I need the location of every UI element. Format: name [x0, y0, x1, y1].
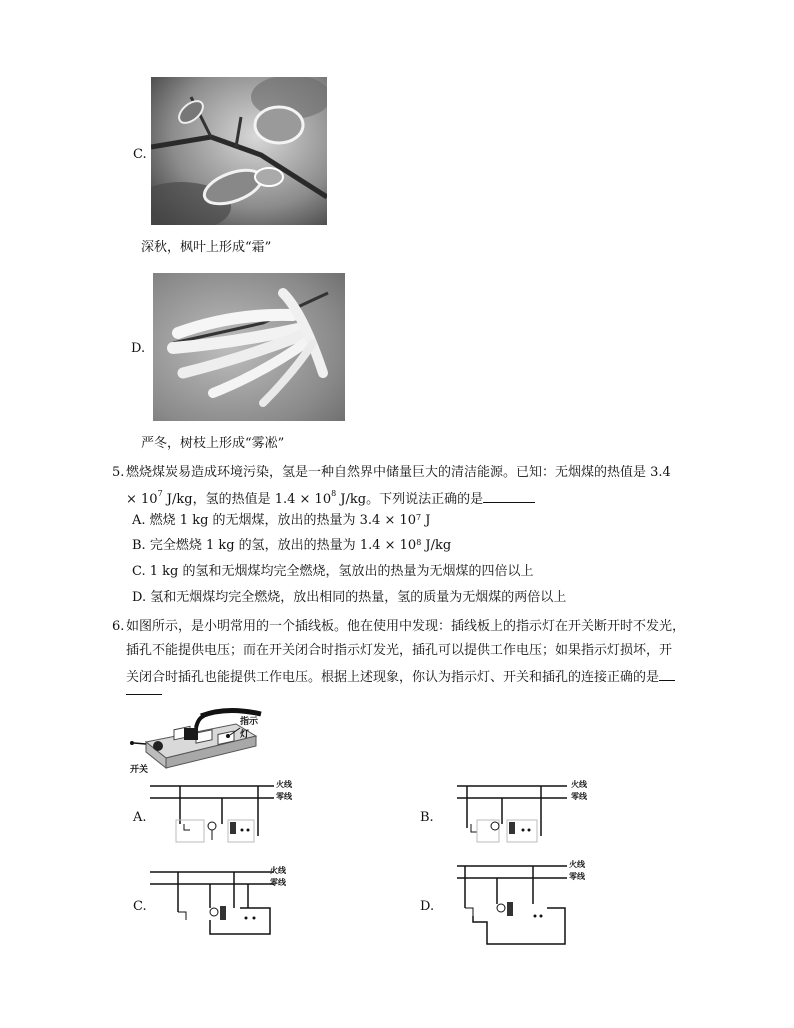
neutral-wire-label: 零线 [569, 872, 585, 881]
diagram-c-letter: C. [133, 899, 147, 914]
q5-option-b: B. 完全燃烧 1 kg 的氢，放出的热量为 $1.4 \times 10^8$ J/kg [132, 538, 452, 553]
circuit-diagram-d [437, 858, 597, 950]
diagram-d-letter: D. [420, 899, 435, 914]
q5-option-a: A. 燃烧 1 kg 的无烟煤，放出的热量为 $3.4 \times 10^7$ J [132, 513, 431, 528]
answer-blank-part2[interactable] [126, 694, 162, 695]
answer-blank-part1[interactable] [659, 667, 675, 681]
switch-label: 开关 [130, 765, 149, 775]
q5-option-c: C. 1 kg 的氢和无烟煤均完全燃烧，氢放出的热量为无烟煤的四倍以上 [132, 564, 534, 579]
q6-stem-line2: 插孔不能提供电压；而在开关闭合时指示灯发光，插孔可以提供工作电压；如果指示灯损坏，开 [126, 643, 673, 658]
circuit-diagram-c [150, 864, 300, 946]
q6-stem-line1: 如图所示，是小明常用的一个插线板。他在使用中发现：插线板上的指示灯在开关断开时不发光， [126, 619, 686, 634]
live-wire-label: 火线 [571, 780, 587, 789]
frost-leaf-photo [151, 77, 327, 225]
rime-branch-photo [153, 273, 345, 421]
neutral-wire-label: 零线 [571, 792, 587, 801]
q6-number: 6. [112, 619, 125, 634]
diagram-b-letter: B. [420, 810, 434, 825]
circuit-diagram-a [150, 778, 300, 850]
answer-blank[interactable] [483, 489, 535, 503]
power-strip-photo [126, 706, 266, 776]
option-d-caption: 严冬，树枝上形成“雾凇” [141, 436, 285, 451]
q5-stem-line2: × $10^7$ J/kg，氢的热值是 $1.4 \times 10^8$ J/kg。下列说法正确的是 [126, 489, 535, 508]
q5-number: 5. [112, 465, 125, 480]
option-d-letter: D. [131, 341, 146, 356]
option-c-caption: 深秋，枫叶上形成“霜” [141, 240, 272, 255]
q6-stem-line3: 关闭合时插孔也能提供工作电压。根据上述现象，你认为指示灯、开关和插孔的连接正确的是 [126, 667, 675, 686]
q5-option-d: D. 氢和无烟煤均完全燃烧，放出相同的热量，氢的质量为无烟煤的两倍以上 [132, 590, 567, 605]
q5-stem-line1: 燃烧煤炭易造成环境污染，氢是一种自然界中储量巨大的清洁能源。已知：无烟煤的热值是 3.4 [126, 465, 671, 480]
live-wire-label: 火线 [270, 866, 286, 875]
option-c-letter: C. [133, 147, 147, 162]
neutral-wire-label: 零线 [276, 792, 292, 801]
diagram-a-letter: A. [133, 810, 147, 825]
live-wire-label: 火线 [569, 860, 585, 869]
neutral-wire-label: 零线 [270, 878, 286, 887]
live-wire-label: 火线 [276, 780, 292, 789]
circuit-diagram-b [437, 778, 597, 850]
indicator-label: 指示灯 [240, 717, 259, 740]
